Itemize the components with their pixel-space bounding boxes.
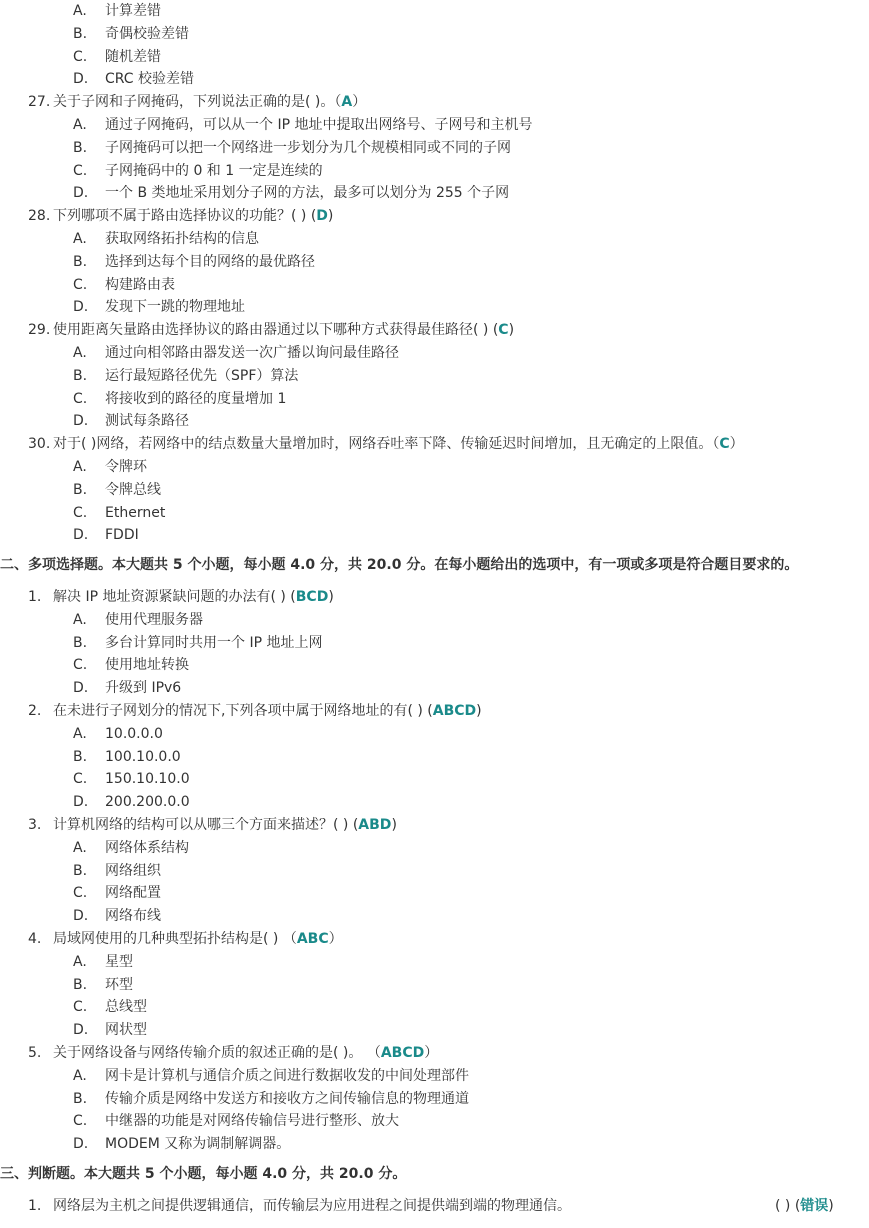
question-text [53,433,744,456]
answer-close: ） [424,1045,439,1061]
option-text: 总线型 [105,999,147,1016]
option-letter: C. [73,657,88,674]
answer-blank: ( ) ( [775,1197,801,1214]
option-text: 一个 B 类地址采用划分子网的方法，最多可以划分为 255 个子网 [105,185,510,202]
option-row [0,68,869,91]
answer-close: ） [328,931,343,947]
option-text: 中继器的功能是对网络传输信号进行整形、放大 [105,1113,399,1130]
question-row [0,319,869,342]
option-text: 构建路由表 [105,276,175,293]
question-number: 2. [28,703,42,719]
option-letter: D. [73,1136,89,1153]
question-row [0,928,869,951]
answer-key: ABC [296,931,329,947]
option-letter: C. [73,48,88,65]
option-text: 网络配置 [105,885,161,902]
option-row [0,1133,869,1156]
question-number: 27. [28,94,51,111]
option-letter: D. [73,794,89,811]
question-stem: 下列哪项不属于路由选择协议的功能？( ) ( [53,208,317,225]
option-letter: C. [73,771,88,788]
option-text: 100.10.0.0 [105,748,181,765]
question-row [0,433,869,456]
option-row [0,882,869,905]
option-row [0,479,869,502]
question-row [0,814,869,837]
answer-close: ) [391,817,397,833]
option-text: 选择到达每个目的网络的最优路径 [105,253,315,270]
option-row [0,0,869,23]
option-text: 升级到 IPv6 [105,680,182,697]
question-text [53,928,343,951]
question-text [53,700,482,723]
option-letter: C. [73,999,88,1016]
option-letter: A. [73,117,87,133]
option-row [0,365,869,388]
option-text: 网络组织 [105,862,161,879]
question-stem: 网络层为主机之间提供逻辑通信，而传输层为应用进程之间提供端到端的物理通信。 [53,1197,571,1214]
option-letter: D. [73,71,89,88]
option-letter: B. [73,367,88,384]
answer-key: ABCD [432,703,477,719]
question-stem: 关于网络设备与网络传输介质的叙述正确的是( )。 （ [53,1045,381,1061]
option-letter: C. [73,504,88,521]
option-text: 奇偶校验差错 [105,25,189,42]
option-letter: A. [73,1067,87,1084]
option-text: 200.200.0.0 [105,794,190,811]
option-text: MODEM 又称为调制解调器。 [105,1136,291,1153]
option-row [0,456,869,479]
answer-key: C [719,436,730,453]
answer-close: ) [828,1197,834,1214]
option-row [0,114,869,137]
option-letter: B. [73,976,88,993]
question-stem: 解决 IP 地址资源紧缺问题的办法有( ) ( [53,589,296,605]
option-letter: B. [73,634,88,651]
option-text: FDDI [105,527,139,544]
option-row [0,1065,869,1088]
option-row [0,46,869,69]
option-letter: C. [73,885,88,902]
question-number: 4. [28,931,42,947]
option-letter: C. [73,1113,88,1130]
question-number: 5. [28,1045,42,1061]
option-letter: B. [73,481,88,498]
question-text [53,1042,438,1065]
option-text: 通过子网掩码，可以从一个 IP 地址中提取出网络号、子网号和主机号 [105,117,533,133]
answer-key: ABCD [380,1045,425,1061]
option-row [0,609,869,632]
option-text: 令牌总线 [105,481,161,498]
option-row [0,837,869,860]
option-row [0,905,869,928]
option-row [0,677,869,700]
option-text: 环型 [105,976,133,993]
option-letter: C. [73,162,88,179]
option-text: 网卡是计算机与通信介质之间进行数据收发的中间处理部件 [105,1067,469,1084]
option-row [0,524,869,547]
option-text: 将接收到的路径的度量增加 1 [105,390,287,407]
option-row [0,388,869,411]
option-text: 网络体系结构 [105,839,189,856]
answer-close: ） [352,94,367,111]
option-text: 计算差错 [105,3,161,19]
option-row [0,342,869,365]
question-stem: 使用距离矢量路由选择协议的路由器通过以下哪种方式获得最佳路径( ) ( [53,322,499,339]
option-text: 通过向相邻路由器发送一次广播以询问最佳路径 [105,345,399,361]
answer-key: C [498,322,509,339]
question-row [0,205,869,228]
answer-key: 错误 [800,1197,829,1214]
question-row [0,700,869,723]
question-row [0,1042,869,1065]
question-text [53,319,514,342]
option-row [0,1019,869,1042]
answer-close: ) [327,208,334,225]
section-heading: 二、多项选择题。本大题共 5 个小题，每小题 4.0 分，共 20.0 分。在每小题给出的选项中，有一项或多项是符合题目要求的。 [0,557,799,574]
option-letter: C. [73,276,88,293]
question-stem: 在未进行子网划分的情况下,下列各项中属于网络地址的有( ) ( [53,703,433,719]
question-number: 1. [28,1197,42,1214]
option-letter: B. [73,748,88,765]
option-text: 运行最短路径优先（SPF）算法 [105,367,299,384]
option-row [0,860,869,883]
question-number: 30. [28,436,51,453]
option-row [0,251,869,274]
option-letter: D. [73,1022,89,1039]
option-row [0,410,869,433]
option-row [0,228,869,251]
section-heading: 三、判断题。本大题共 5 个小题，每小题 4.0 分，共 20.0 分。 [0,1166,407,1182]
option-row [0,654,869,677]
option-text: 测试每条路径 [105,413,189,430]
option-letter: A. [73,345,87,361]
answer-key: ABD [358,817,392,833]
option-letter: D. [73,185,89,202]
option-letter: C. [73,390,88,407]
option-letter: A. [73,953,87,970]
option-letter: A. [73,3,87,19]
option-letter: D. [73,527,89,544]
question-text [53,814,397,837]
option-row [0,1110,869,1133]
option-text: CRC 校验差错 [105,71,195,88]
question-text [53,205,333,228]
question-stem: 计算机网络的结构可以从哪三个方面来描述？( ) ( [53,817,359,833]
answer-key: D [316,208,328,225]
question-stem: 局域网使用的几种典型拓扑结构是( ) （ [53,931,297,947]
option-text: 150.10.10.0 [105,771,190,788]
question-row [0,586,869,609]
option-letter: B. [73,862,88,879]
option-letter: A. [73,231,87,247]
option-row [0,296,869,319]
option-row [0,951,869,974]
question-number: 1. [28,589,42,605]
question-number: 29. [28,322,51,339]
answer-key: A [341,94,353,111]
option-text: 传输介质是网络中发送方和接收方之间传输信息的物理通道 [105,1090,469,1107]
option-row [0,23,869,46]
option-text: 令牌环 [105,459,147,475]
option-text: 星型 [105,953,133,970]
option-letter: D. [73,908,89,925]
option-text: 子网掩码可以把一个网络进一步划分为几个规模相同或不同的子网 [105,139,511,156]
option-row [0,1088,869,1111]
option-text: 使用地址转换 [105,657,189,674]
option-letter: D. [73,680,89,697]
option-row [0,723,869,746]
option-letter: A. [73,725,87,742]
option-text: 随机差错 [105,48,161,65]
option-row [0,274,869,297]
answer-close: ) [508,322,515,339]
option-letter: B. [73,253,88,270]
answer-close: ） [729,436,744,453]
answer-key: BCD [295,589,329,605]
question-text [53,586,334,609]
option-row [0,996,869,1019]
option-text: 使用代理服务器 [105,611,203,628]
option-letter: D. [73,299,89,316]
answer-area [775,1195,834,1218]
option-text: 子网掩码中的 0 和 1 一定是连续的 [105,162,323,179]
option-text: 网状型 [105,1022,147,1039]
option-letter: B. [73,139,88,156]
option-row [0,974,869,997]
answer-close: ) [476,703,482,719]
option-text: 网络布线 [105,908,161,925]
option-text: 多台计算同时共用一个 IP 地址上网 [105,634,323,651]
option-letter: B. [73,1090,88,1107]
option-text: Ethernet [105,504,166,521]
option-letter: A. [73,459,87,475]
question-row [0,91,869,114]
question-number: 28. [28,208,51,225]
question-text [53,91,366,114]
option-row [0,182,869,205]
question-number: 3. [28,817,42,833]
option-text: 发现下一跳的物理地址 [105,299,245,316]
question-stem: 对于( )网络，若网络中的结点数量大量增加时，网络吞吐率下降、传输延迟时间增加，且无确定的上限值。（ [53,436,720,453]
option-letter: A. [73,839,87,856]
question-row [0,1195,869,1218]
option-row [0,791,869,814]
option-row [0,746,869,769]
option-row [0,502,869,525]
option-row [0,632,869,655]
option-text: 获取网络拓扑结构的信息 [105,231,259,247]
option-row [0,160,869,183]
option-letter: B. [73,25,88,42]
option-row [0,768,869,791]
option-letter: A. [73,611,87,628]
answer-close: ) [328,589,334,605]
option-text: 10.0.0.0 [105,725,163,742]
question-stem: 关于子网和子网掩码，下列说法正确的是( )。（ [53,94,342,111]
option-letter: D. [73,413,89,430]
option-row [0,137,869,160]
